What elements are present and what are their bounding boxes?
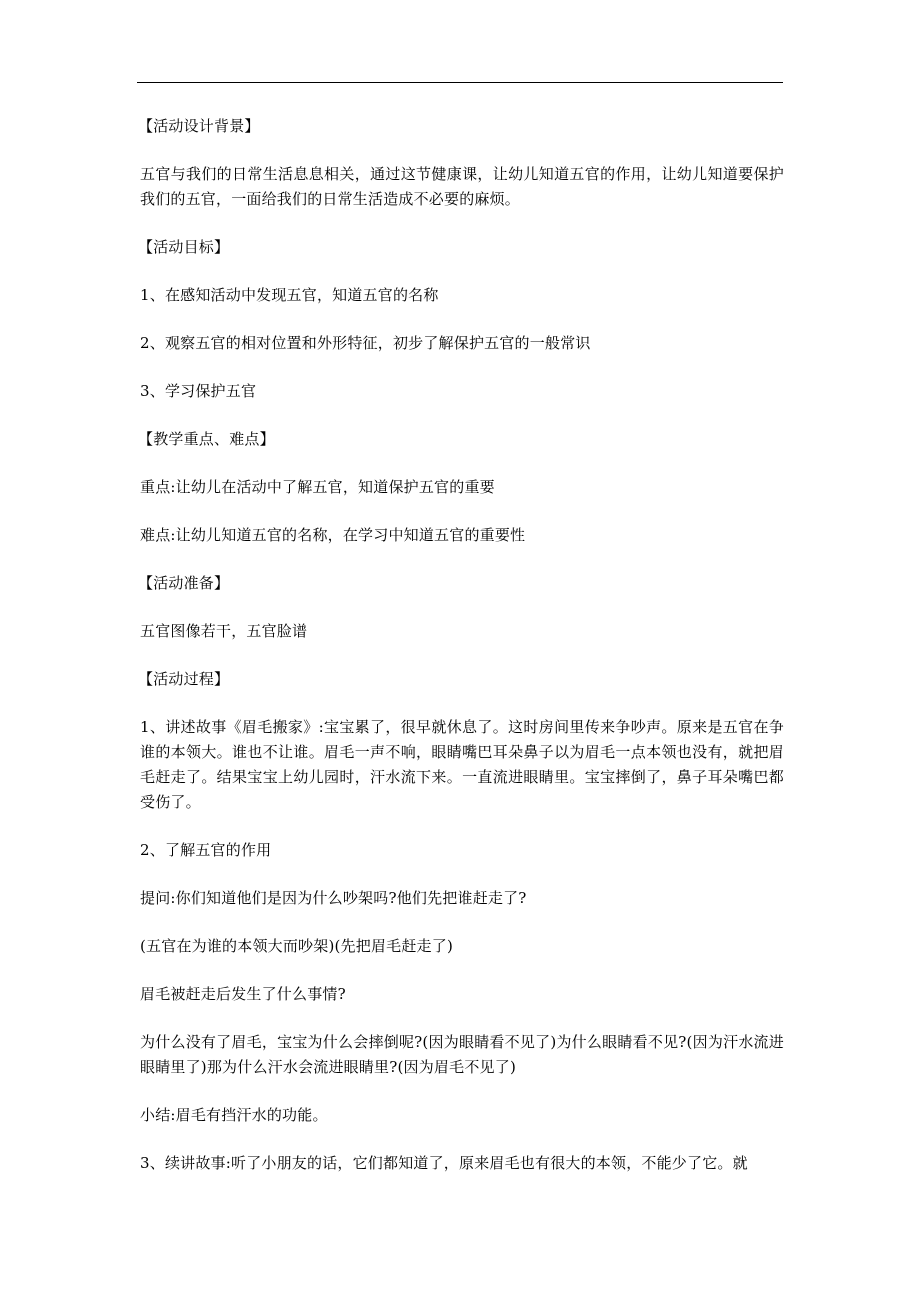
section-heading-key-points: 【教学重点、难点】 bbox=[138, 430, 275, 448]
question-2: 眉毛被赶走后发生了什么事情? bbox=[140, 985, 346, 1003]
section-heading-background: 【活动设计背景】 bbox=[138, 117, 260, 135]
preparation-text: 五官图像若干，五官脸谱 bbox=[140, 622, 308, 640]
document-body bbox=[140, 114, 784, 1199]
summary: 小结:眉毛有挡汗水的功能。 bbox=[140, 1106, 328, 1124]
header-rule bbox=[137, 82, 783, 83]
section-heading-process: 【活动过程】 bbox=[138, 670, 230, 688]
section-heading-preparation: 【活动准备】 bbox=[138, 574, 230, 592]
process-step-2: 2、了解五官的作用 bbox=[140, 841, 272, 859]
question-3: 为什么没有了眉毛，宝宝为什么会摔倒呢?(因为眼睛看不见了)为什么眼睛看不见?(因为汗水流进眼睛里了)那为什么汗水会流进眼睛里?(因为眉毛不见了) bbox=[140, 1033, 784, 1076]
goal-item-1: 1、在感知活动中发现五官，知道五官的名称 bbox=[140, 286, 439, 304]
section-heading-goals: 【活动目标】 bbox=[138, 238, 230, 256]
question-1: 提问:你们知道他们是因为什么吵架吗?他们先把谁赶走了? bbox=[140, 889, 527, 907]
process-step-1-story: 1、讲述故事《眉毛搬家》:宝宝累了，很早就休息了。这时房间里传来争吵声。原来是五官在争谁的本领大。谁也不让谁。眉毛一声不响，眼睛嘴巴耳朵鼻子以为眉毛一点本领也没有，就把眉毛赶走了。结果宝宝上幼儿园时，汗水流下来。一直流进眼睛里。宝宝摔倒了，鼻子耳朵嘴巴都受伤了。 bbox=[140, 718, 784, 811]
difficult-point: 难点:让幼儿知道五官的名称，在学习中知道五官的重要性 bbox=[140, 526, 526, 544]
key-point: 重点:让幼儿在活动中了解五官，知道保护五官的重要 bbox=[140, 478, 495, 496]
goal-item-2: 2、观察五官的相对位置和外形特征，初步了解保护五官的一般常识 bbox=[140, 334, 591, 352]
paragraph-background: 五官与我们的日常生活息息相关，通过这节健康课，让幼儿知道五官的作用，让幼儿知道要保护我们的五官，一面给我们的日常生活造成不必要的麻烦。 bbox=[140, 165, 784, 208]
goal-item-3: 3、学习保护五官 bbox=[140, 382, 257, 400]
process-step-3: 3、续讲故事:听了小朋友的话，它们都知道了，原来眉毛也有很大的本领，不能少了它。就 bbox=[140, 1154, 748, 1172]
answer-1: (五官在为谁的本领大而吵架)(先把眉毛赶走了) bbox=[140, 937, 454, 955]
